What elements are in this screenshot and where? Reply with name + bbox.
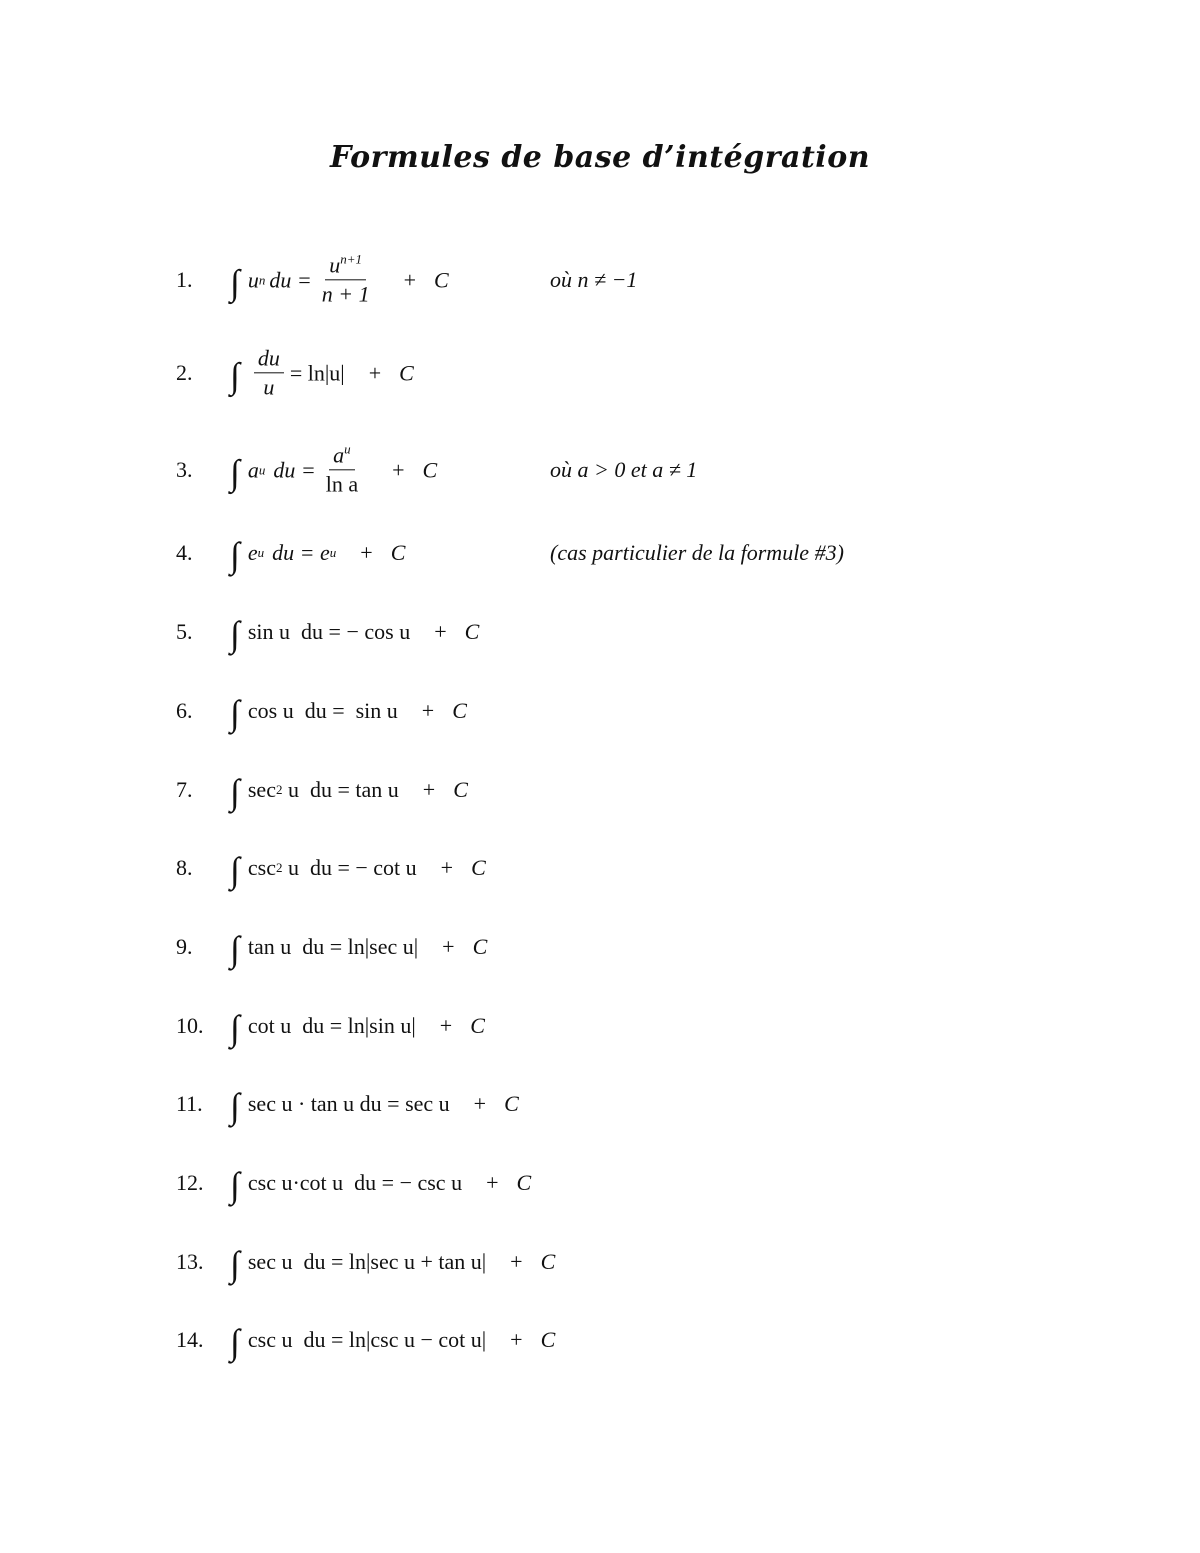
formula-number: 10.	[176, 1013, 204, 1038]
formula-number: 4.	[176, 540, 193, 565]
integral-sign-icon: ∫	[230, 693, 240, 733]
formula-condition: (cas particulier de la formule #3)	[550, 540, 844, 565]
integral-sign-icon: ∫	[230, 929, 240, 969]
integral-sign-icon: ∫	[230, 535, 240, 575]
formula-number: 3.	[176, 457, 193, 482]
formula-number: 11.	[176, 1091, 203, 1116]
formula-number: 1.	[176, 267, 193, 292]
formula-expression: ∫ e u du = e u + C	[230, 535, 406, 575]
formula-expression: ∫ sec 2 u du = tan u + C	[230, 772, 468, 812]
formula-5	[0, 602, 1200, 662]
formula-9	[0, 917, 1200, 977]
formula-number: 9.	[176, 934, 193, 959]
formula-expression: ∫ u n du = $\frac{u^{n+1}}{n + 1}$ + C	[230, 251, 449, 307]
formula-expression: ∫ cos u du = sin u + C	[230, 693, 467, 733]
integral-sign-icon: ∫	[230, 355, 240, 395]
integral-sign-icon: ∫	[230, 772, 240, 812]
formula-expression: ∫ sec u · tan u du = sec u + C	[230, 1086, 519, 1126]
integral-sign-icon: ∫	[230, 1086, 240, 1126]
formula-2	[0, 343, 1200, 403]
formula-expression: ∫ sin u du = − cos u + C	[230, 614, 480, 654]
integral-sign-icon: ∫	[230, 1322, 240, 1362]
formula-14	[0, 1310, 1200, 1370]
formula-condition: où n ≠ −1	[550, 267, 638, 292]
formula-number: 14.	[176, 1327, 204, 1352]
formula-number: 7.	[176, 777, 193, 802]
formula-expression: ∫ tan u du = ln|sec u| + C	[230, 929, 488, 969]
formula-condition: où a > 0 et a ≠ 1	[550, 457, 698, 482]
formula-expression: ∫ csc u du = ln|csc u − cot u| + C	[230, 1322, 556, 1362]
formula-number: 5.	[176, 619, 193, 644]
formula-1	[0, 250, 1200, 310]
formula-8	[0, 838, 1200, 898]
formula-expression: ∫ csc u·cot u du = − csc u + C	[230, 1165, 532, 1205]
formula-number: 2.	[176, 360, 193, 385]
formula-7	[0, 760, 1200, 820]
formula-expression: ∫ csc 2 u du = − cot u + C	[230, 850, 486, 890]
formula-12	[0, 1153, 1200, 1213]
fraction: $\frac{a^u}{\text{ln a}}$	[325, 441, 359, 497]
formula-6	[0, 681, 1200, 741]
formula-expression: ∫ a u du = $\frac{a^u}{\text{ln a}}$ + C	[230, 441, 438, 497]
formula-expression: ∫ $\frac{du}{u}$ = ln|u| + C	[230, 345, 414, 400]
formula-10	[0, 996, 1200, 1056]
integral-sign-icon: ∫	[230, 452, 240, 492]
formula-11	[0, 1074, 1200, 1134]
formula-number: 8.	[176, 855, 193, 880]
integral-sign-icon: ∫	[230, 1244, 240, 1284]
integral-sign-icon: ∫	[230, 1165, 240, 1205]
formula-number: 12.	[176, 1170, 204, 1195]
formula-3	[0, 440, 1200, 500]
integral-sign-icon: ∫	[230, 1008, 240, 1048]
integral-sign-icon: ∫	[230, 262, 240, 302]
integral-sign-icon: ∫	[230, 850, 240, 890]
formula-expression: ∫ cot u du = ln|sin u| + C	[230, 1008, 485, 1048]
formula-4	[0, 523, 1200, 583]
formula-number: 13.	[176, 1249, 204, 1274]
formula-13	[0, 1232, 1200, 1292]
formula-number: 6.	[176, 698, 193, 723]
fraction: $\frac{u^{n+1}}{n + 1}$	[321, 251, 370, 307]
integral-sign-icon: ∫	[230, 614, 240, 654]
formula-expression: ∫ sec u du = ln|sec u + tan u| + C	[230, 1244, 556, 1284]
page-title: Formules de base d’intégration	[329, 140, 871, 175]
fraction: $\frac{du}{u}$	[254, 346, 284, 399]
